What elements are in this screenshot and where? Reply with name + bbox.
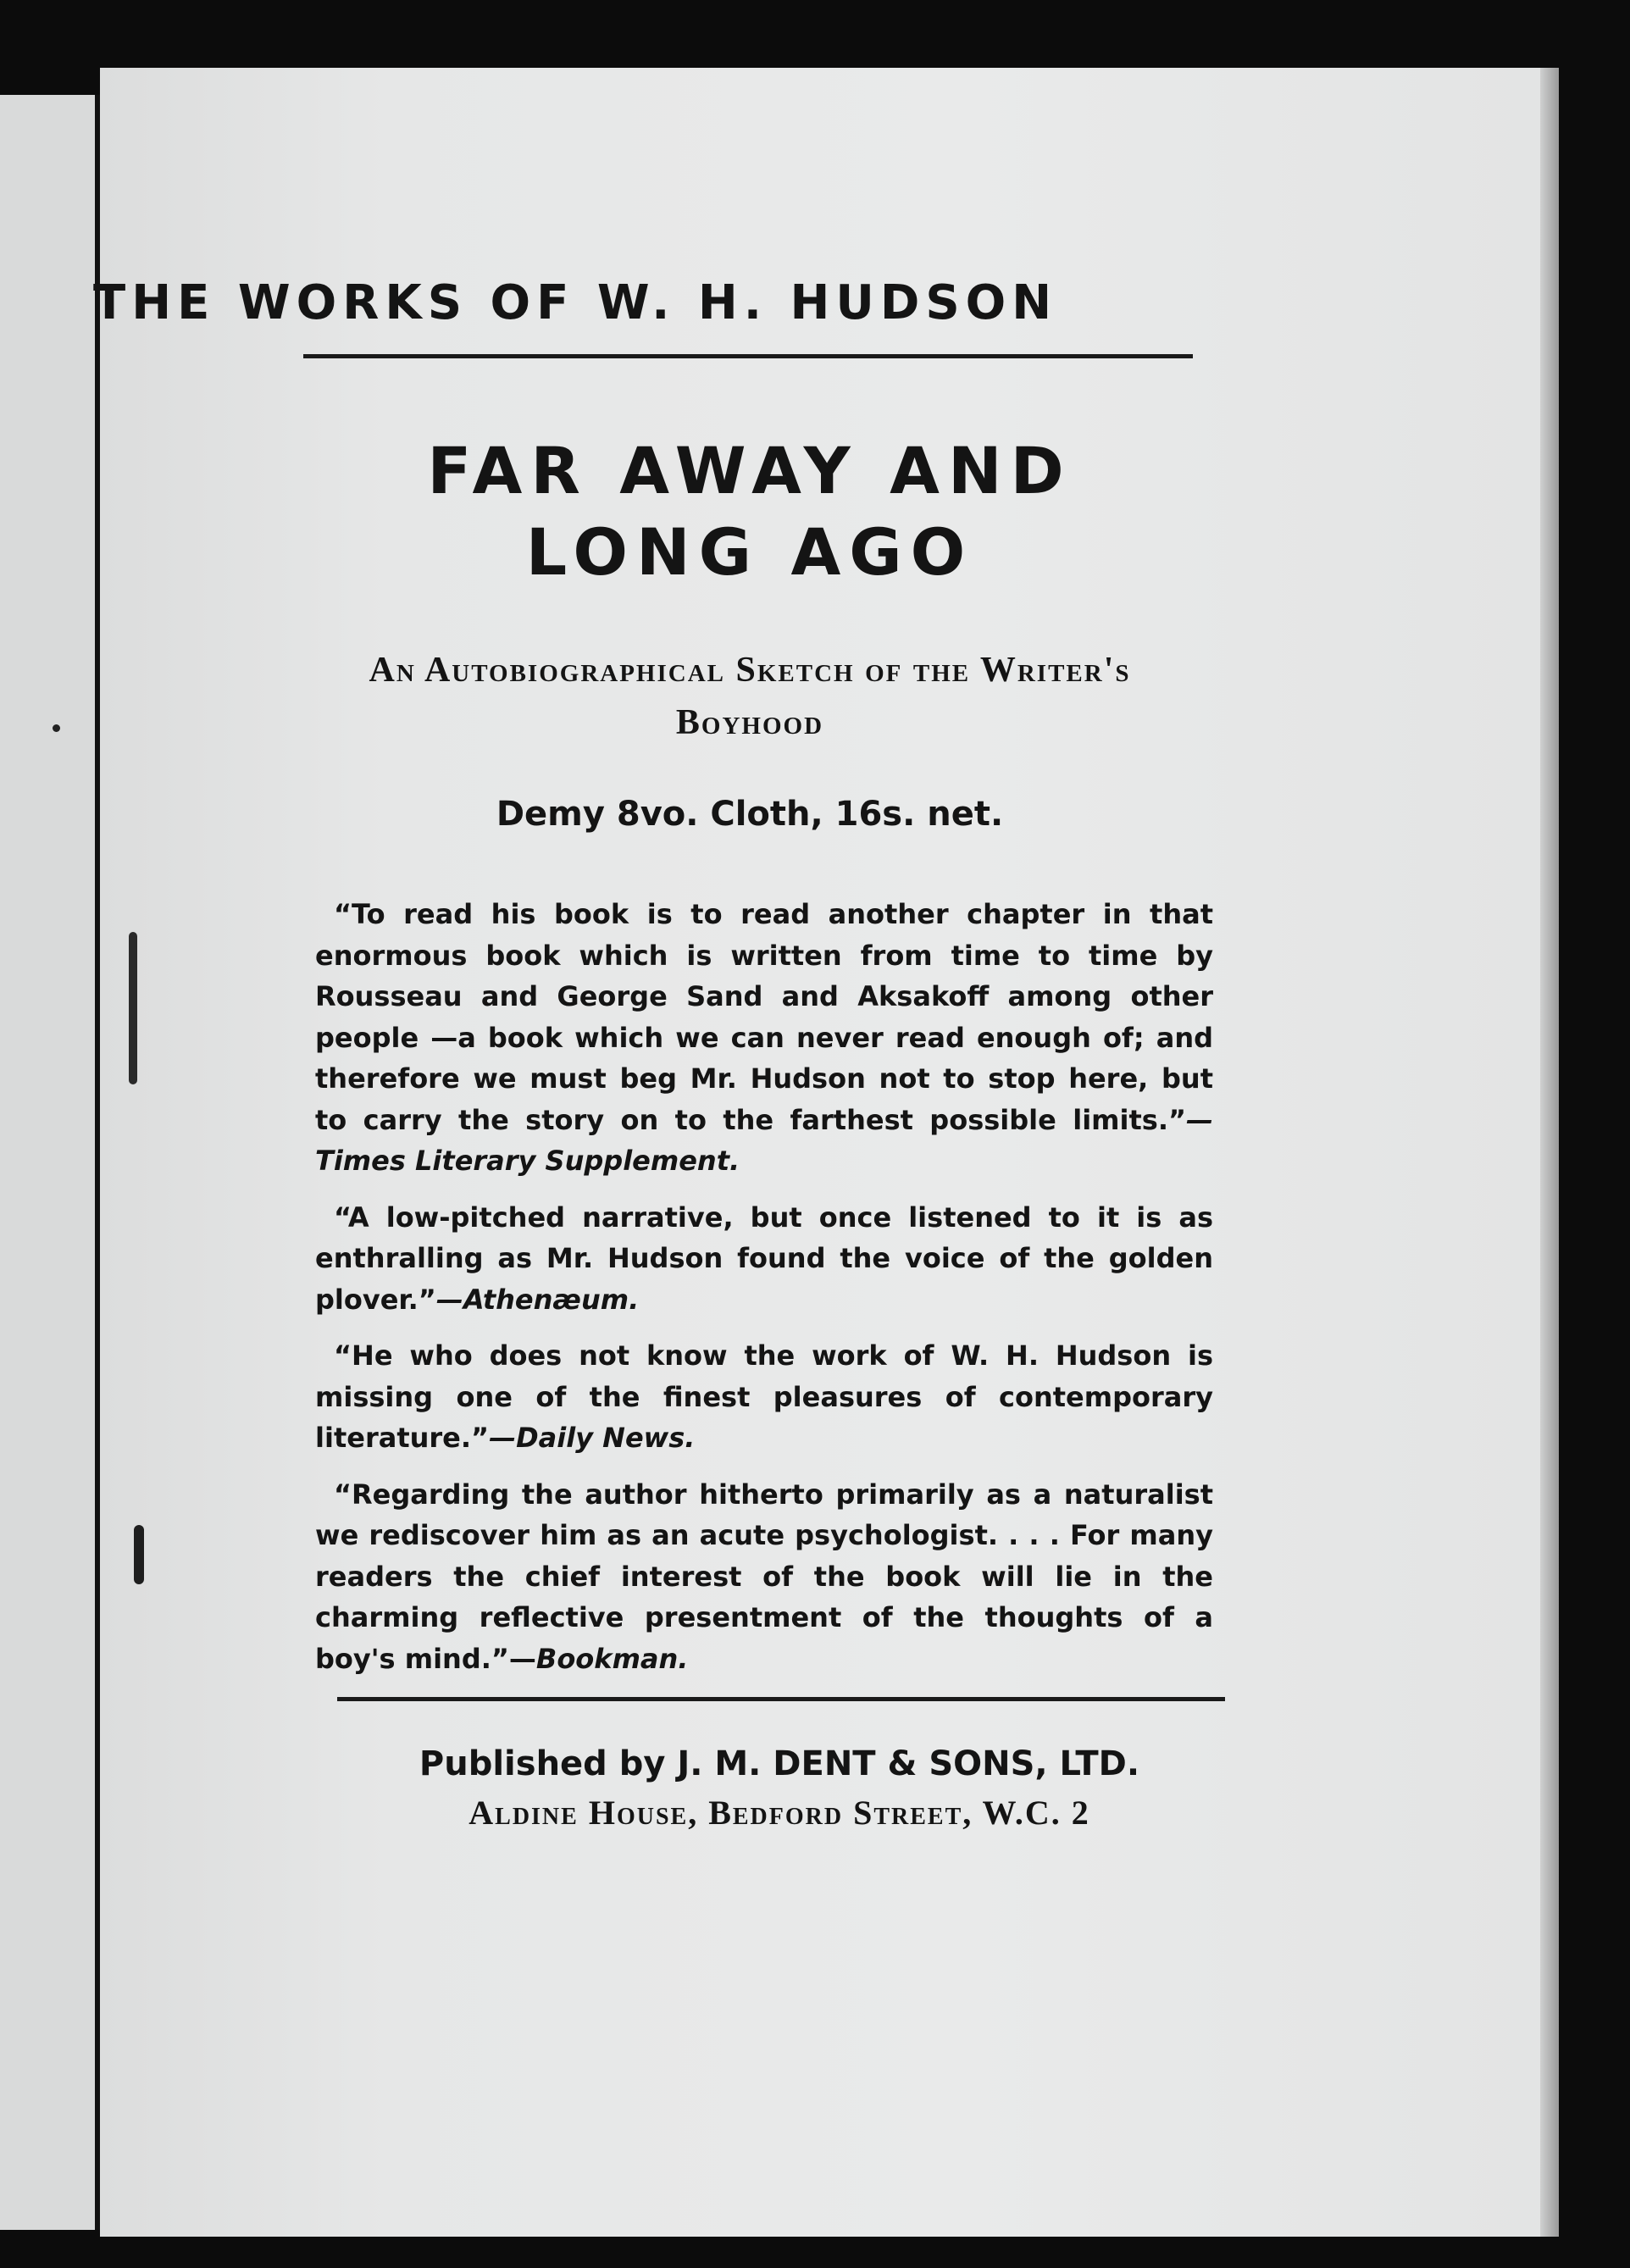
review-source: Bookman.: [535, 1642, 689, 1675]
review-text: “Regarding the author hitherto primarily as a naturalist we rediscover him as an acute psychologist. . . . For many readers the chief interest of the book will lie in the charming reflective presentment of the thoughts of a boy's mind.”—: [315, 1478, 1213, 1675]
book-subtitle: [280, 644, 1220, 749]
review-text: “He who does not know the work of W. H. Hudson is missing one of the finest pleasures of contemporary literature.”: [315, 1339, 1213, 1454]
bottom-rule: [337, 1697, 1225, 1701]
book-title: [305, 430, 1195, 593]
subtitle-line-1: An Autobiographical Sketch of the Writer's: [369, 651, 1131, 690]
title-line-1: FAR AWAY AND: [427, 433, 1073, 508]
publisher-imprint: [322, 1738, 1237, 1837]
review-quotes: [315, 894, 1213, 1694]
ink-speck: [53, 724, 60, 732]
review-source: —Athenæum.: [435, 1283, 640, 1316]
series-heading: THE WORKS OF W. H. HUDSON: [93, 275, 1058, 330]
review-quote: [315, 894, 1213, 1182]
review-quote: [315, 1197, 1213, 1321]
review-quote: [315, 1474, 1213, 1680]
format-and-price: Demy 8vo. Cloth, 16s. net.: [496, 795, 1004, 834]
subtitle-line-2: Boyhood: [675, 703, 824, 742]
page-right-edge: [1540, 68, 1559, 2237]
binding-mark: [129, 932, 137, 1084]
publisher-name: Published by J. M. DENT & SONS, LTD.: [419, 1744, 1140, 1783]
top-rule: [303, 354, 1193, 358]
review-source: —Times Literary Supplement.: [315, 1103, 1213, 1177]
publisher-address: Aldine House, Bedford Street, W.C. 2: [468, 1794, 1090, 1832]
binding-mark: [134, 1525, 144, 1584]
review-source: —Daily News.: [489, 1422, 696, 1454]
review-quote: [315, 1335, 1213, 1459]
review-text: “A low-pitched narrative, but once listened to it is as enthralling as Mr. Hudson found the voice of the golden plover.”: [315, 1201, 1213, 1316]
title-line-2: LONG AGO: [525, 514, 974, 590]
facing-page-edge: [0, 95, 95, 2230]
review-text: “To read his book is to read another chapter in that enormous book which is written from time to time by Rousseau and George Sand and Aksakoff among other people —a book which we can never read enough of; and therefore we must beg Mr. Hudson not to stop here, but to carry the story on to the farthest possible limits.”: [315, 898, 1213, 1136]
